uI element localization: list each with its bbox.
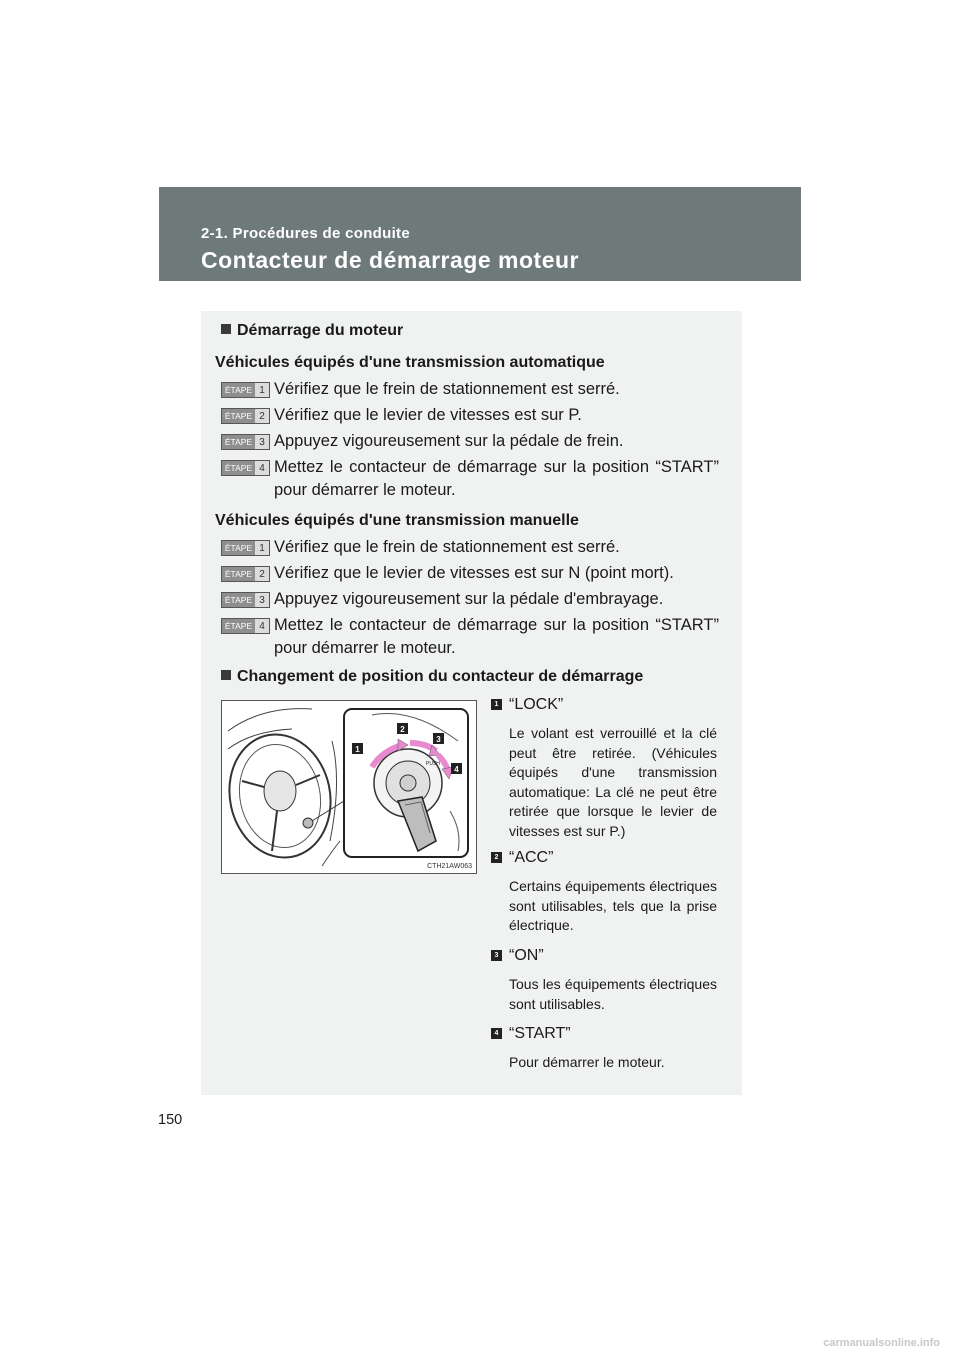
callout-4-label: 4	[454, 765, 459, 774]
content-panel	[201, 311, 742, 1095]
step-badge: ÉTAPE 2	[221, 566, 270, 582]
position-acc	[491, 849, 717, 944]
callout-2-label: 2	[400, 725, 405, 734]
step-text: Appuyez vigoureusement sur la pédale de frein.	[274, 432, 624, 450]
step-text: Mettez le contacteur de démarrage sur la position “START” pour démarrer le moteur.	[274, 458, 719, 499]
step-badge: ÉTAPE 4	[221, 618, 270, 634]
square-bullet-icon	[221, 324, 231, 334]
position-title: “ACC”	[509, 849, 554, 866]
position-lock	[491, 696, 717, 839]
callout-1-label: 1	[355, 745, 360, 754]
figure-code: CTH21AW063	[427, 863, 472, 870]
position-number: 4	[491, 1028, 502, 1039]
start-heading: Démarrage du moteur	[221, 322, 403, 340]
change-heading: Changement de position du contacteur de démarrage	[221, 668, 643, 686]
ignition-switch-illustration	[221, 700, 477, 874]
step-badge: ÉTAPE 1	[221, 540, 270, 556]
position-number: 3	[491, 950, 502, 961]
step-text: Mettez le contacteur de démarrage sur la position “START” pour démarrer le moteur.	[274, 616, 719, 657]
step-text: Vérifiez que le frein de stationnement est serré.	[274, 538, 620, 556]
step-badge: ÉTAPE 3	[221, 434, 270, 450]
position-description: Tous les équipements électriques sont utilisables.	[509, 976, 717, 1012]
step-badge: ÉTAPE 3	[221, 592, 270, 608]
page-title: Contacteur de démarrage moteur	[201, 247, 579, 273]
step-text: Vérifiez que le frein de stationnement est serré.	[274, 380, 620, 398]
step-badge: ÉTAPE 2	[221, 408, 270, 424]
page-number: 150	[158, 1112, 183, 1128]
position-description: Pour démarrer le moteur.	[509, 1054, 665, 1070]
position-on	[491, 947, 717, 1017]
step-text: Vérifiez que le levier de vitesses est sur P.	[274, 406, 582, 424]
step-badge: ÉTAPE 1	[221, 382, 270, 398]
position-title: “LOCK”	[509, 696, 564, 713]
callout-3-label: 3	[436, 735, 441, 744]
manual-heading: Véhicules équipés d'une transmission manuelle	[215, 512, 579, 529]
watermark: carmanualsonline.info	[823, 1337, 940, 1349]
ignition-illustration-svg	[222, 701, 476, 873]
position-start	[491, 1025, 717, 1085]
switch-push-label: PUSH	[426, 761, 440, 767]
page-header	[159, 187, 801, 281]
step-text: Vérifiez que le levier de vitesses est sur N (point mort).	[274, 564, 674, 582]
step-badge: ÉTAPE 4	[221, 460, 270, 476]
position-number: 1	[491, 699, 502, 710]
auto-heading: Véhicules équipés d'une transmission automatique	[215, 354, 605, 371]
position-description: Le volant est verrouillé et la clé peut être retirée. (Véhicules équipés d'une transmission automatique: La clé ne peut être retirée que lorsque le levier de vitesses est sur P.)	[509, 725, 717, 839]
square-bullet-icon	[221, 670, 231, 680]
position-title: “START”	[509, 1025, 571, 1042]
position-title: “ON”	[509, 947, 544, 964]
position-number: 2	[491, 852, 502, 863]
section-label: 2-1. Procédures de conduite	[201, 225, 410, 242]
step-text: Appuyez vigoureusement sur la pédale d'embrayage.	[274, 590, 664, 608]
position-description: Certains équipements électriques sont utilisables, tels que la prise électrique.	[509, 878, 717, 933]
